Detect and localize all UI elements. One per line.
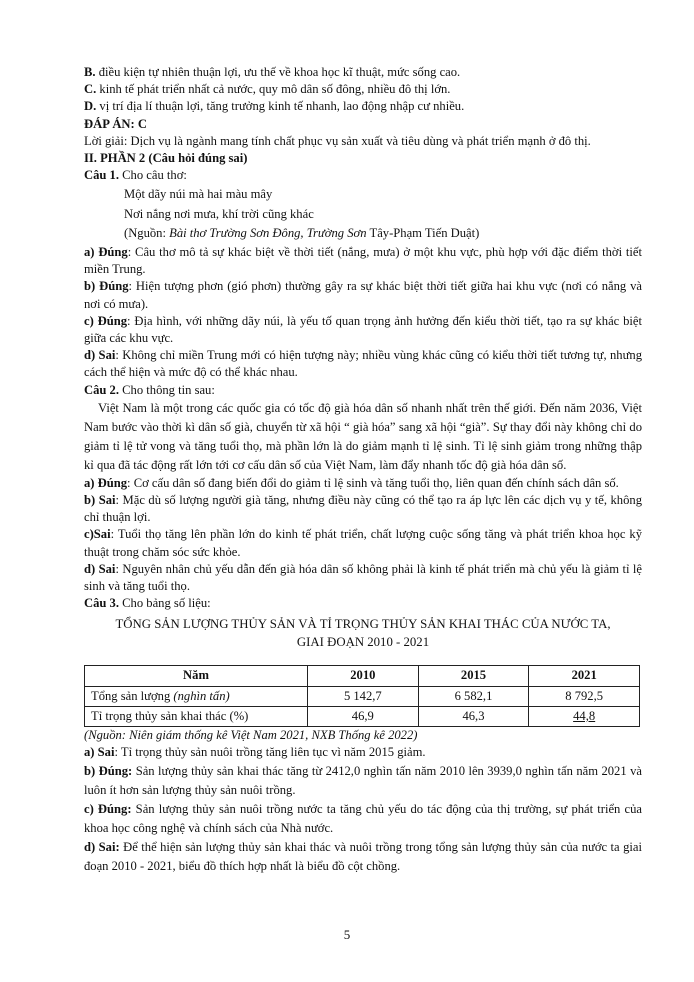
option-c: C. kinh tế phát triển nhất cả nước, quy mô dân số đông, nhiều đô thị lớn. xyxy=(84,82,451,97)
q1-statement-b: b) Đúng: Hiện tượng phơn (gió phơn) thường gây ra sự khác biệt thời tiết giữa hai khu vực (nơi có nắng và nơi có mưa). xyxy=(84,279,642,311)
option-d: D. vị trí địa lí thuận lợi, tăng trưởng kinh tế nhanh, lao động nhập cư nhiều. xyxy=(84,99,465,114)
q3-statement-a: a) Sai: Tỉ trọng thủy sản nuôi trồng tăng liên tục vì năm 2015 giảm. xyxy=(84,745,426,760)
q3-statement-c: c) Đúng: Sản lượng thủy sản nuôi trồng nước ta tăng chủ yếu do tác động của thị trường, sự phát triển của khoa học công nghệ và chính sách của Nhà nước. xyxy=(84,801,642,835)
table-cell: 5 142,7 xyxy=(308,686,419,706)
table-header-cell: 2015 xyxy=(418,666,529,686)
table-header-cell: 2010 xyxy=(308,666,419,686)
table-header-cell: 2021 xyxy=(529,666,640,686)
q2-statement-a: a) Đúng: Cơ cấu dân số đang biến đổi do giảm tỉ lệ sinh và tăng tuổi thọ, liên quan đến chính sách dân số. xyxy=(84,475,619,490)
fishery-data-table xyxy=(84,665,640,727)
document-page xyxy=(84,64,642,876)
table-title-line-1: TỔNG SẢN LƯỢNG THỦY SẢN VÀ TỈ TRỌNG THỦY SẢN KHAI THÁC CỦA NƯỚC TA, xyxy=(115,617,611,632)
table-title-line-2: GIAI ĐOẠN 2010 - 2021 xyxy=(296,635,430,650)
table-header-row xyxy=(85,666,640,686)
table-row-label: Tỉ trọng thủy sản khai thác (%) xyxy=(85,706,308,726)
q3-statement-b: b) Đúng: Sản lượng thủy sản khai thác tăng từ 2412,0 nghìn tấn năm 2010 lên 3939,0 nghìn tấn năm 2021 và luôn ít hơn sản lượng thủy sản nuôi trồng. xyxy=(84,763,642,797)
question-2-header: Câu 2. Cho thông tin sau: xyxy=(84,382,215,397)
answer-key: ĐÁP ÁN: C xyxy=(84,116,147,131)
page-number: 5 xyxy=(343,927,351,942)
table-row xyxy=(85,686,640,706)
table-cell: 46,3 xyxy=(418,706,529,726)
poem-source: (Nguồn: Bài thơ Trường Sơn Đông, Trường Sơn Tây-Phạm Tiến Duật) xyxy=(124,225,480,240)
table-cell: 6 582,1 xyxy=(418,686,529,706)
table-title xyxy=(84,615,642,651)
q1-statement-c: c) Đúng: Địa hình, với những dãy núi, là yếu tố quan trọng ảnh hưởng đến kiểu thời tiết, tạo ra sự khác biệt giữa các khu vực. xyxy=(84,313,642,346)
q2-passage: Việt Nam là một trong các quốc gia có tốc độ già hóa dân số nhanh nhất trên thế giới. Đến năm 2036, Việt Nam bước vào thời kì dân số già, chuyển từ xã hội “ già hóa” sang xã hội “già”. Sự thay đổi này không chỉ do giảm tỉ lệ tử vong và tăng tuổi thọ, mà phần lớn là do giảm mạnh tỉ lệ sinh. Tỉ lệ sinh giảm trong những thập kỉ qua đã tác động rất lớn tới cơ cấu dân số của Việt Nam, làm đẩy nhanh tốc độ già hóa dân số. xyxy=(84,400,642,472)
option-b: B. điều kiện tự nhiên thuận lợi, ưu thế về khoa học kĩ thuật, mức sống cao. xyxy=(84,65,461,79)
part2-heading: II. PHẦN 2 (Câu hỏi đúng sai) xyxy=(84,151,248,166)
q2-statement-d: d) Sai: Nguyên nhân chủ yếu dẫn đến già hóa dân số không phải là kinh tế phát triển mà chủ yếu là giảm tỉ lệ sinh và tăng tuổi thọ. xyxy=(84,561,642,594)
q1-statement-d: d) Sai: Không chỉ miền Trung mới có hiện tượng này; nhiều vùng khác cũng có kiểu thời tiết tương tự, nhưng cách thể hiện và mức độ có thể khác nhau. xyxy=(84,348,642,380)
question-3-header: Câu 3. Cho bảng số liệu: xyxy=(84,596,211,611)
q2-statement-b: b) Sai: Mặc dù số lượng người già tăng, nhưng điều này cũng có thể tạo ra áp lực lên các dịch vụ y tế, không chỉ thuận lợi. xyxy=(84,493,642,525)
table-header-cell: Năm xyxy=(85,666,308,686)
solution-text: Lời giải: Dịch vụ là ngành mang tính chất phục vụ sản xuất và tiêu dùng và phát triển mạnh ở đô thị. xyxy=(84,133,591,148)
table-source: (Nguồn: Niên giám thống kê Việt Nam 2021, NXB Thống kê 2022) xyxy=(84,728,418,743)
poem-line-2: Nơi nắng nơi mưa, khí trời cũng khác xyxy=(124,206,314,221)
table-cell: 8 792,5 xyxy=(529,686,640,706)
table-cell: 46,9 xyxy=(308,706,419,726)
table-row xyxy=(85,706,640,726)
question-1-header: Câu 1. Cho câu thơ: xyxy=(84,168,187,183)
poem-line-1: Một dãy núi mà hai màu mây xyxy=(124,187,273,202)
table-row-label: Tổng sản lượng (nghìn tấn) xyxy=(85,686,308,706)
underlined-value: 44,8 xyxy=(573,708,596,723)
q2-statement-c: c)Sai: Tuổi thọ tăng lên phần lớn do kinh tế phát triển, chất lượng cuộc sống tăng và phát triển khoa học kỹ thuật trong chăm sóc sức khỏe. xyxy=(84,527,642,559)
q3-statement-d: d) Sai: Để thể hiện sản lượng thủy sản khai thác và nuôi trồng trong tổng sản lượng thủy sản của nước ta giai đoạn 2010 - 2021, biểu đồ thích hợp nhất là biểu đồ cột chồng. xyxy=(84,839,642,873)
q1-statement-a: a) Đúng: Câu thơ mô tả sự khác biệt về thời tiết (nắng, mưa) ở một khu vực, phù hợp với đặc điểm thời tiết miền Trung. xyxy=(84,245,642,277)
table-cell xyxy=(529,706,640,726)
